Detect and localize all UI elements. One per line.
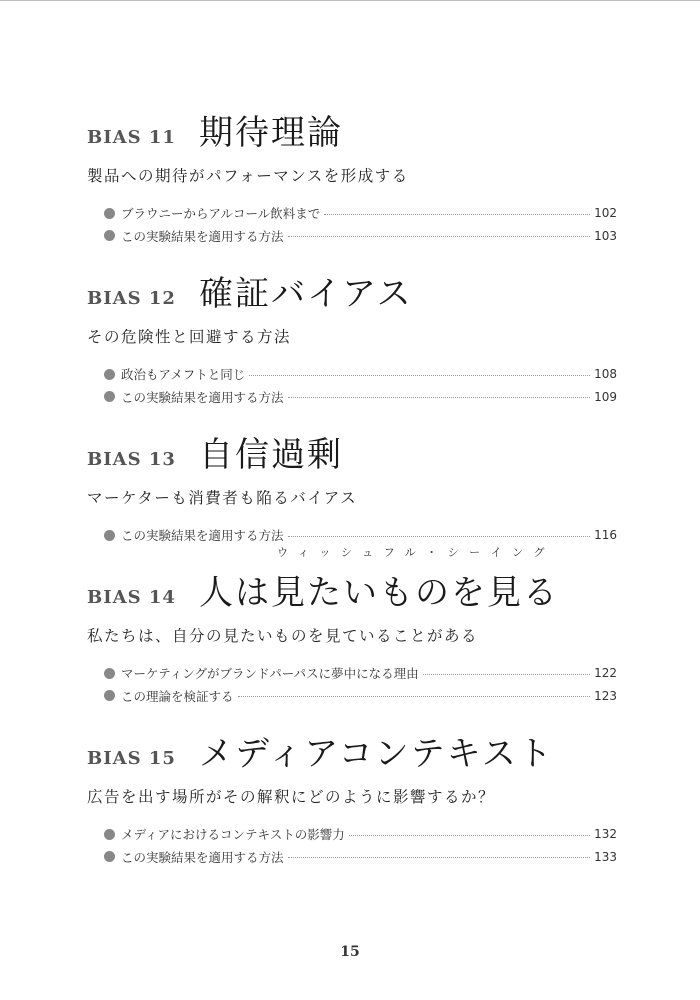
bias-label: BIAS 13 — [87, 449, 176, 470]
bias-15-section — [87, 721, 617, 868]
page-number: 102 — [594, 206, 617, 221]
page-number: 103 — [594, 228, 617, 243]
bullet-icon — [104, 530, 115, 541]
page-number: 133 — [594, 849, 617, 864]
toc-entry[interactable] — [104, 386, 617, 409]
bullet-icon — [104, 829, 115, 840]
bullet-icon — [104, 851, 115, 862]
bullet-icon — [104, 369, 115, 380]
dot-leader — [288, 536, 591, 537]
page-number: 109 — [594, 389, 617, 404]
bullet-icon — [104, 230, 115, 241]
bias-title: 確証バイアス — [199, 274, 413, 314]
bias-title: 人は見たいものを見る — [199, 573, 559, 613]
page-number: 132 — [594, 827, 617, 842]
bias-11-section — [87, 100, 617, 247]
bias-13-section — [87, 422, 617, 547]
toc-entry[interactable] — [104, 202, 617, 225]
bias-title: 期待理論 — [199, 113, 343, 153]
entry-text: この理論を検証する — [121, 688, 234, 704]
top-border — [0, 0, 700, 1]
toc-entry[interactable] — [104, 662, 617, 685]
page-folio: 15 — [340, 944, 360, 960]
dot-leader — [324, 214, 590, 215]
bias-label: BIAS 12 — [87, 288, 176, 309]
page-number: 108 — [594, 367, 617, 382]
page-number: 123 — [594, 688, 617, 703]
toc-entries — [87, 363, 617, 408]
page-number: 116 — [594, 528, 617, 543]
page-number: 122 — [594, 666, 617, 681]
entry-text: この実験結果を適用する方法 — [121, 849, 284, 865]
entry-text: マーケティングがブランドパーパスに夢中になる理由 — [121, 666, 419, 682]
dot-leader — [423, 674, 590, 675]
bullet-icon — [104, 690, 115, 701]
bias-12-section — [87, 261, 617, 408]
dot-leader — [238, 696, 591, 697]
entry-text: この実験結果を適用する方法 — [121, 389, 284, 405]
toc-entries — [87, 823, 617, 868]
bias-14-section — [87, 546, 617, 707]
dot-leader — [288, 857, 591, 858]
bias-subtitle: 製品への期待がパフォーマンスを形成する — [87, 167, 409, 185]
bias-subtitle: 私たちは、自分の見たいものを見ていることがある — [87, 627, 479, 645]
bias-subtitle: マーケターも消費者も陥るバイアス — [87, 489, 358, 507]
toc-entry[interactable] — [104, 846, 617, 869]
entry-text: この実験結果を適用する方法 — [121, 528, 284, 544]
bias-title: メディアコンテキスト — [199, 734, 554, 774]
bullet-icon — [104, 391, 115, 402]
bullet-icon — [104, 208, 115, 219]
bias-label: BIAS 11 — [87, 127, 176, 148]
title-ruby: ウィッシュフル・シーイング — [277, 546, 555, 559]
entry-text: この実験結果を適用する方法 — [121, 228, 284, 244]
dot-leader — [288, 236, 591, 237]
bias-label: BIAS 14 — [87, 587, 176, 608]
bias-title: 自信過剰 — [199, 435, 343, 475]
bias-subtitle: 広告を出す場所がその解釈にどのように影響するか？ — [87, 788, 496, 806]
toc-entry[interactable] — [104, 685, 617, 708]
dot-leader — [249, 375, 590, 376]
toc-entry[interactable] — [104, 225, 617, 248]
entry-text: メディアにおけるコンテキストの影響力 — [121, 827, 345, 843]
bullet-icon — [104, 668, 115, 679]
bias-label: BIAS 15 — [87, 748, 176, 769]
toc-entries — [87, 662, 617, 707]
entry-text: 政治もアメフトと同じ — [121, 367, 246, 383]
dot-leader — [349, 835, 590, 836]
toc-entry[interactable] — [104, 823, 617, 846]
entry-text: ブラウニーからアルコール飲料まで — [121, 206, 321, 222]
toc-entry[interactable] — [104, 363, 617, 386]
toc-entries — [87, 202, 617, 247]
dot-leader — [288, 397, 591, 398]
bias-subtitle: その危険性と回避する方法 — [87, 328, 292, 346]
